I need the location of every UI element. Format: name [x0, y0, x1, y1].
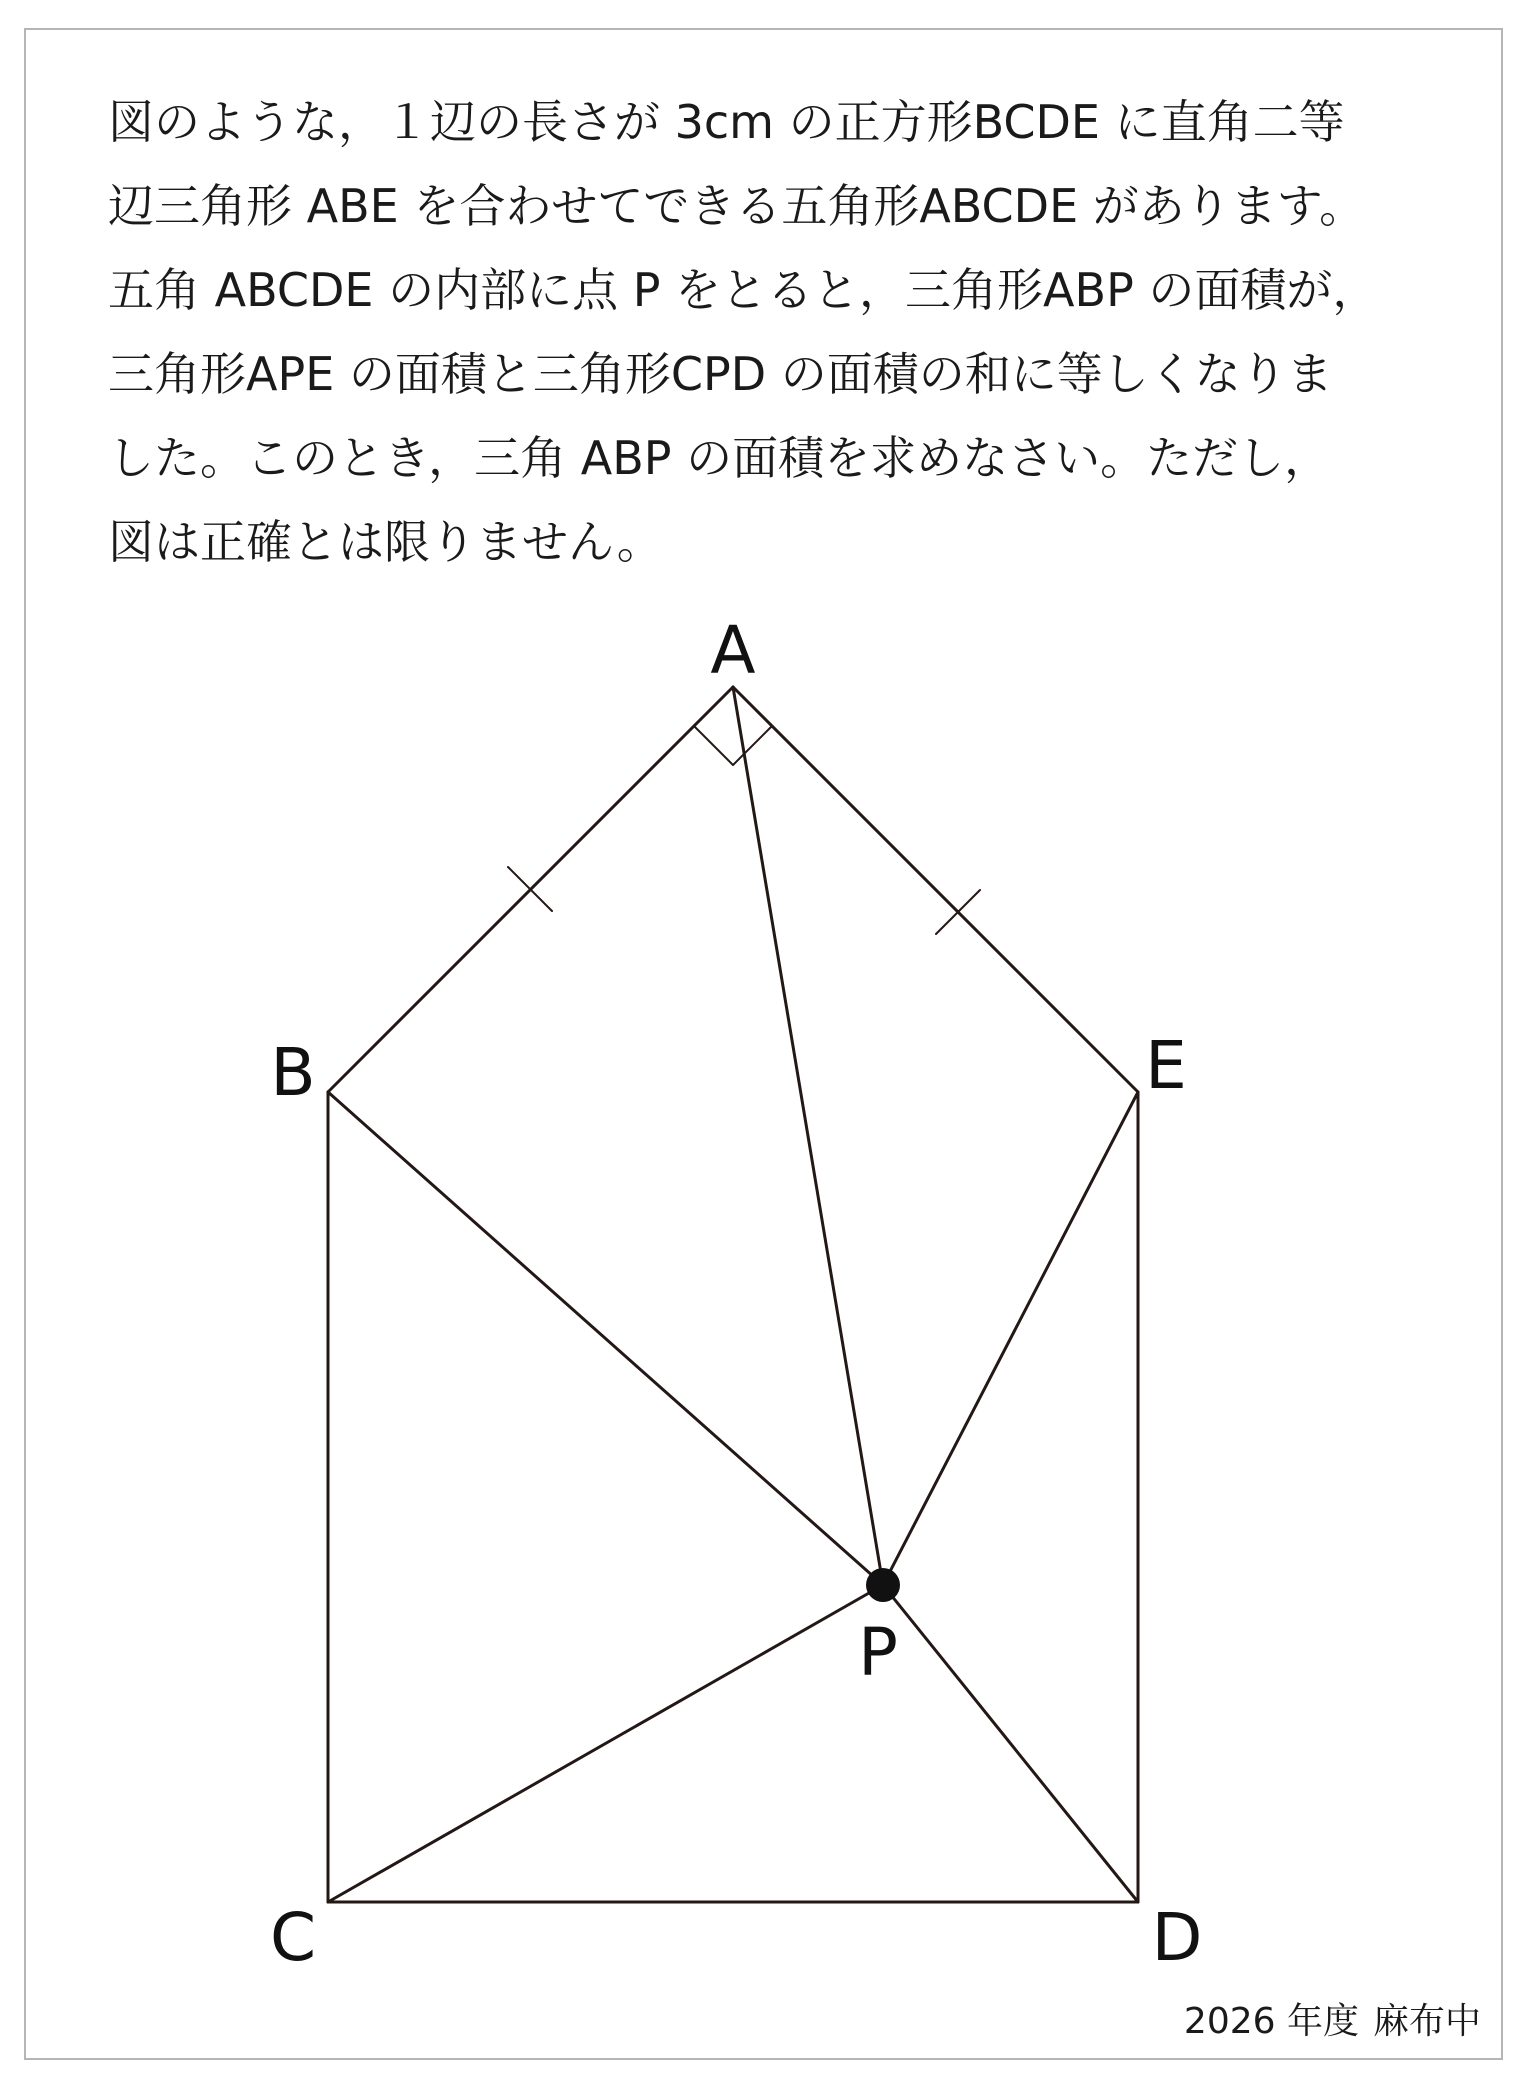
footer-source	[1170, 2002, 1481, 2042]
edge-ae	[733, 687, 1138, 1092]
segment-ap	[733, 687, 883, 1585]
point-label-p: P	[858, 1614, 898, 1691]
problem-line: 図のような，１辺の長さが 3cm の正方形BCDE に直角二等	[108, 95, 1345, 149]
footer-school: 麻布中	[1372, 2001, 1481, 2042]
point-label-a: A	[710, 612, 756, 689]
segment-ep	[883, 1092, 1138, 1585]
segment-dp	[883, 1585, 1138, 1902]
segment-bp	[328, 1092, 883, 1585]
problem-line: 辺三角形 ABE を合わせてできる五角形ABCDE があります。	[108, 179, 1366, 233]
point-label-d: D	[1151, 1899, 1203, 1976]
point-label-c: C	[269, 1899, 317, 1976]
footer-year: 2026 年度	[1183, 2001, 1359, 2042]
point-label-e: E	[1145, 1027, 1187, 1104]
problem-line: した。このとき，三角 ABP の面積を求めなさい。ただし，	[108, 431, 1331, 485]
point-label-b: B	[270, 1034, 316, 1111]
segment-cp	[328, 1585, 883, 1902]
point-p-dot	[866, 1568, 900, 1602]
problem-line: 図は正確とは限りません。	[108, 515, 663, 569]
problem-line: 三角形APE の面積と三角形CPD の面積の和に等しくなりま	[108, 347, 1333, 401]
right-angle-mark	[694, 726, 772, 765]
problem-line: 五角 ABCDE の内部に点 P をとると，三角形ABP の面積が，	[108, 263, 1379, 317]
